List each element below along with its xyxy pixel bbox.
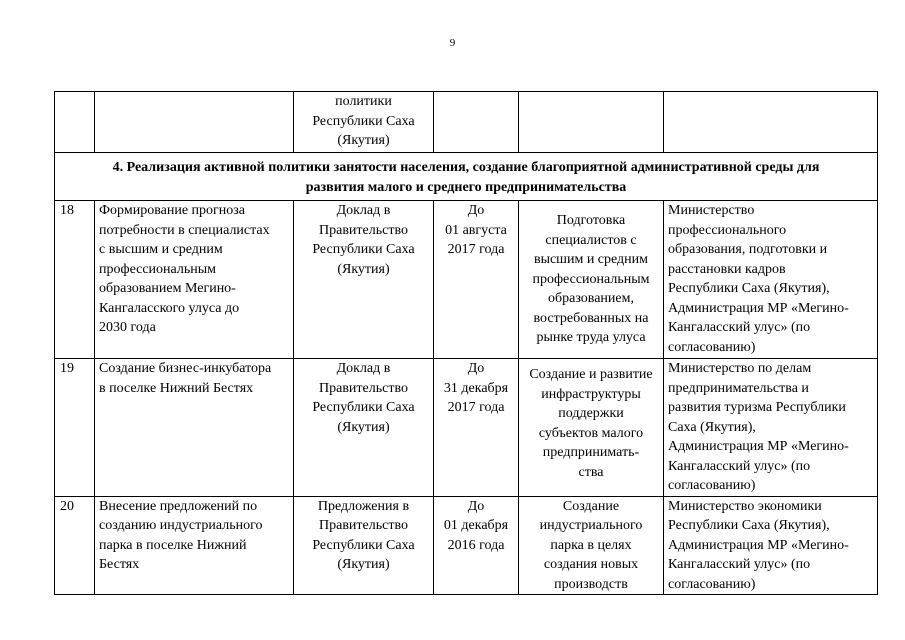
executor-line: Администрация МР «Мегино- (668, 300, 849, 316)
result-line: индустриального (539, 518, 643, 533)
executor-line: Кангаласский улус» (по (668, 458, 811, 474)
row-number-cell (55, 92, 95, 153)
document-line: Доклад в (336, 203, 391, 218)
executor-cell (664, 201, 878, 359)
measure-name-cell (95, 92, 294, 153)
deadline-line: 01 августа (445, 222, 507, 238)
executor-line: Саха (Якутия), (668, 419, 756, 435)
name-line: профессиональным (99, 261, 217, 277)
document-cell (294, 92, 434, 153)
deadline-line: 2017 года (447, 242, 505, 257)
executor-cell (664, 359, 878, 497)
result-line: парка в целях (550, 537, 632, 553)
measure-name-cell (95, 359, 294, 497)
result-line: востребованных на (533, 310, 649, 326)
deadline-line: 01 декабря (443, 518, 509, 533)
executor-cell (664, 496, 878, 595)
measures-table (54, 91, 878, 595)
document-line: (Якутия) (337, 261, 390, 277)
document-line: Предложения в (317, 498, 410, 514)
document-cell (294, 496, 434, 595)
executor-cell (664, 92, 878, 153)
name-line: Внесение предложений по (99, 498, 258, 514)
document-line: (Якутия) (337, 133, 390, 148)
section-title-cell (55, 153, 878, 201)
page-number: 9 (449, 37, 456, 49)
deadline-cell (434, 359, 519, 497)
table-row (55, 496, 878, 595)
executor-line: согласованию) (668, 576, 756, 592)
result-line: рынке труда улуса (536, 330, 646, 345)
table-row-carry (55, 92, 878, 153)
result-cell (519, 359, 664, 497)
name-line: 2030 года (99, 320, 156, 335)
deadline-line: 31 декабря (443, 380, 509, 396)
deadline-line: 2017 года (447, 400, 505, 415)
result-line: профессиональным (532, 271, 650, 287)
result-line: высшим и средним (533, 252, 649, 267)
executor-line: согласованию) (668, 339, 756, 355)
result-line: Подготовка (556, 213, 626, 228)
deadline-line: До (467, 361, 485, 376)
document-line: Республики Саха (312, 113, 415, 129)
executor-line: Республики Саха (Якутия), (668, 518, 830, 533)
document-line: Правительство (319, 222, 408, 238)
executor-line: профессионального (668, 222, 787, 238)
result-line: образованием, (548, 291, 634, 306)
section-title-line: развития малого и среднего предпринимательства (305, 179, 627, 195)
name-line: с высшим и средним (99, 242, 223, 257)
result-line: предпринимать- (542, 445, 640, 460)
result-line: специалистов с (545, 232, 637, 248)
executor-line: предпринимательства и (668, 380, 809, 396)
name-line: Кангаласского улуса до (99, 300, 240, 316)
document-line: Доклад в (336, 361, 391, 376)
result-line: Создание и развитие (529, 367, 653, 382)
executor-line: Министерство по делам (668, 361, 812, 376)
deadline-cell (434, 201, 519, 359)
document-line: Правительство (319, 518, 408, 533)
deadline-cell (434, 496, 519, 595)
row-number-cell: 19 (55, 359, 95, 497)
name-line: Формирование прогноза (99, 203, 246, 218)
executor-line: Республики Саха (Якутия), (668, 281, 830, 296)
result-cell (519, 201, 664, 359)
name-line: парка в поселке Нижний (99, 537, 247, 553)
executor-line: Кангаласский улус» (по (668, 320, 811, 335)
name-line: потребности в специалистах (99, 222, 270, 238)
executor-line: расстановки кадров (668, 261, 786, 277)
document-line: Республики Саха (312, 537, 415, 553)
name-line: Создание бизнес-инкубатора (99, 361, 272, 376)
executor-line: Министерство (668, 203, 755, 218)
executor-line: развития туризма Республики (668, 400, 846, 415)
row-number-cell: 18 (55, 201, 95, 359)
document-line: политики (335, 94, 392, 109)
executor-line: Администрация МР «Мегино- (668, 537, 849, 553)
table-row (55, 359, 878, 497)
document-line: (Якутия) (337, 557, 390, 572)
executor-line: согласованию) (668, 478, 756, 493)
document-line: (Якутия) (337, 419, 390, 435)
document-line: Республики Саха (312, 242, 415, 257)
result-line: ства (578, 464, 604, 480)
name-line: в поселке Нижний Бестях (99, 380, 254, 396)
deadline-cell (434, 92, 519, 153)
name-line: созданию индустриального (99, 518, 263, 533)
result-line: инфраструктуры (541, 386, 641, 402)
executor-line: Администрация МР «Мегино- (668, 439, 849, 454)
section-header-row (55, 153, 878, 201)
measure-name-cell (95, 201, 294, 359)
document-cell (294, 359, 434, 497)
result-line: производств (554, 576, 628, 592)
result-cell (519, 92, 664, 153)
deadline-line: 2016 года (447, 537, 505, 553)
result-line: поддержки (558, 406, 624, 421)
result-line: создания новых (543, 557, 639, 572)
executor-line: Кангаласский улус» (по (668, 557, 811, 572)
document-cell (294, 201, 434, 359)
row-number-cell: 20 (55, 496, 95, 595)
executor-line: образования, подготовки и (668, 242, 828, 257)
executor-line: Министерство экономики (668, 498, 822, 514)
result-cell (519, 496, 664, 595)
document-line: Республики Саха (312, 400, 415, 415)
deadline-line: До (467, 203, 485, 218)
name-line: Бестях (99, 557, 140, 572)
document-line: Правительство (319, 380, 408, 396)
result-line: субъектов малого (538, 425, 644, 441)
measure-name-cell (95, 496, 294, 595)
section-title-line: 4. Реализация активной политики занятости населения, создание благоприятной административной среды для (112, 160, 820, 175)
result-line: Создание (562, 498, 620, 514)
name-line: образованием Мегино- (99, 281, 236, 296)
table-row (55, 201, 878, 359)
deadline-line: До (467, 498, 485, 514)
